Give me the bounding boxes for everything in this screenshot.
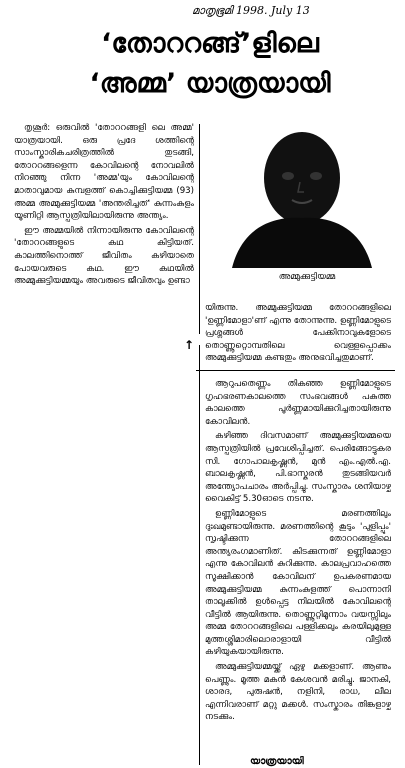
article-headline <box>20 24 400 104</box>
newspaper-masthead-date: മാതൃഭൂമി 1998. July 13 <box>192 4 310 17</box>
paragraph: ഉണ്ണിമോളുടെ മരണത്തിലും ദുഃഖമുണ്ടായിരുന്നു. മരണത്തിന്റെ കൂടും 'പുളിപ്പും' സൃഷ്ടിക്കുന്ന തോററങ്ങളിലെ അന്ത്യരംഗമാണിത്. കിടക്കുന്നത് ഉണ്ണിമോളാ എന്നു കോവിലൻ കുറിക്കുന്നു. കാലപ്രവാഹത്തെ സൂക്ഷിക്കാൻ കോവിലന് ഉപകരണമായ അമ്മുക്കുട്ടിയമ്മ കുന്നംകുളത്ത് പൊന്നാനി താലൂക്കിൽ ഉൾപ്പെട്ട നിലയിൽ കോവിലന്റെ വീട്ടിൽ ആയിരുന്നു. തൊണ്ണൂറ്റിമൂന്നാം വയസ്സിലും അമ്മ തോററങ്ങളിലെ പള്ളിക്കലും കരയിലുമുള്ള മുത്തശ്ശിമാരിലൊരാളായി വീട്ടിൽ കഴിയുകയായിരുന്നു. <box>205 508 391 658</box>
paragraph: തൃശൂർ: ഒരുവിൽ 'തോററങ്ങളി ലെ അമ്മ' യാത്രയായി. ഒരു പ്രദേ ശത്തിന്റെ സാംസ്കാരികചരിത്രത്തിൽ തുടങ്ങി, തോററങ്ങളെന്ന കോവിലന്റെ നോവലിൽ നിറഞ്ഞു നിന്ന 'അമ്മ'യും കോവിലന്റെ മാതാവുമായ കുമ്പളത്ത് കൊച്ചിക്കുട്ടിയമ്മ (93) അമ്മ അമ്മുക്കുട്ടിയമ്മ 'അന്തരിച്ചത്' കുന്നംകുളം യൂണിറ്റി ആസ്പത്രിയിലായിരുന്നു അന്ത്യം. <box>14 123 194 222</box>
footer-headline-fragment: യാത്രയായി <box>250 756 304 767</box>
article-column-right <box>205 378 391 762</box>
paragraph: ആറുപതെണ്ണം തികഞ്ഞ ഉണ്ണിമോളുടെ ഗൃഹഭരണകാലത്തെ സംഭവങ്ങൾ പകുത്ത കാലത്തെ പൂർണ്ണമായിക്കുറിച്ചതായിരുന്നു കോവിലൻ. <box>205 379 391 427</box>
continuation-arrow-icon: ↑ <box>184 338 195 352</box>
paragraph: ഈ അമ്മയിൽ നിന്നായിരുന്നു കോവിലന്റെ 'തോററങ്ങളുടെ കഥ കിട്ടിയത്. കാലത്തിനൊത്ത് ജീവിതം കഴിയാതെ പോയവരുടെ കഥ. ഈ കഥയിൽ അമ്മുക്കുട്ടിയമ്മയും അവരുടെ ജീവിതവും ഉണ്ടാ <box>14 225 194 287</box>
section-divider <box>196 370 395 371</box>
paragraph: അമ്മുക്കുട്ടിയമ്മയ്ക്ക് ഏഴു മക്കളാണ്. ആണും പെണ്ണും. മൂത്ത മകൻ കേശവൻ മരിച്ചു. ജാനകി, ശാരദ, പുരുഷൻ, നളിനി, രാധ, ലീല എന്നിവരാണ് മറ്റു മക്കൾ. സംസ്കാരം തിങ്കളാഴ്ച നടക്കും. <box>205 662 391 723</box>
column-divider <box>199 345 200 765</box>
column-divider <box>199 124 200 334</box>
article-column-left <box>14 122 194 334</box>
headline-line-1: ‘തോററങ്ങ്’ളിലെ <box>101 28 319 59</box>
headline-line-2: ‘അമ്മ’ യാത്രയായി <box>89 68 331 99</box>
paragraph: കഴിഞ്ഞ ദിവസമാണ് അമ്മുക്കുട്ടിയമ്മയെ ആസ്പത്രിയിൽ പ്രവേശിപ്പിച്ചത്. പെരിങ്ങോട്ടുകര സി. ഗോപാലകൃഷ്ണൻ, മുൻ എം.എൽ.എ. ബാലകൃഷ്ണൻ, പി.ഭാസ്കരൻ തുടങ്ങിയവർ അന്ത്യോപചാരം അർപ്പിച്ചു. സംസ്കാരം ശനിയാഴ്ച വൈകിട്ട് 5.30ഓടെ നടന്നു. <box>205 431 391 505</box>
article-column-right-top <box>205 302 391 370</box>
portrait-photo <box>222 118 382 268</box>
photo-caption: അമ്മുക്കുട്ടിയമ്മ <box>278 272 336 282</box>
paragraph: യിരുന്നു. അമ്മുക്കുട്ടിയമ്മ തോററങ്ങളിലെ 'ഉണ്ണിമോളാ'ണ് എന്നു തോന്നുന്നു. ഉണ്ണിമോളുടെ പ്രശ്നങ്ങൾ പേക്കിനാവുകളോടെ തൊണ്ണൂറ്റൊമ്പതിലെ വെള്ളപ്പൊക്കം അമ്മുക്കുട്ടിയമ്മ കണ്ടതും അനുഭവിച്ചതുമാണ്. <box>205 303 391 364</box>
